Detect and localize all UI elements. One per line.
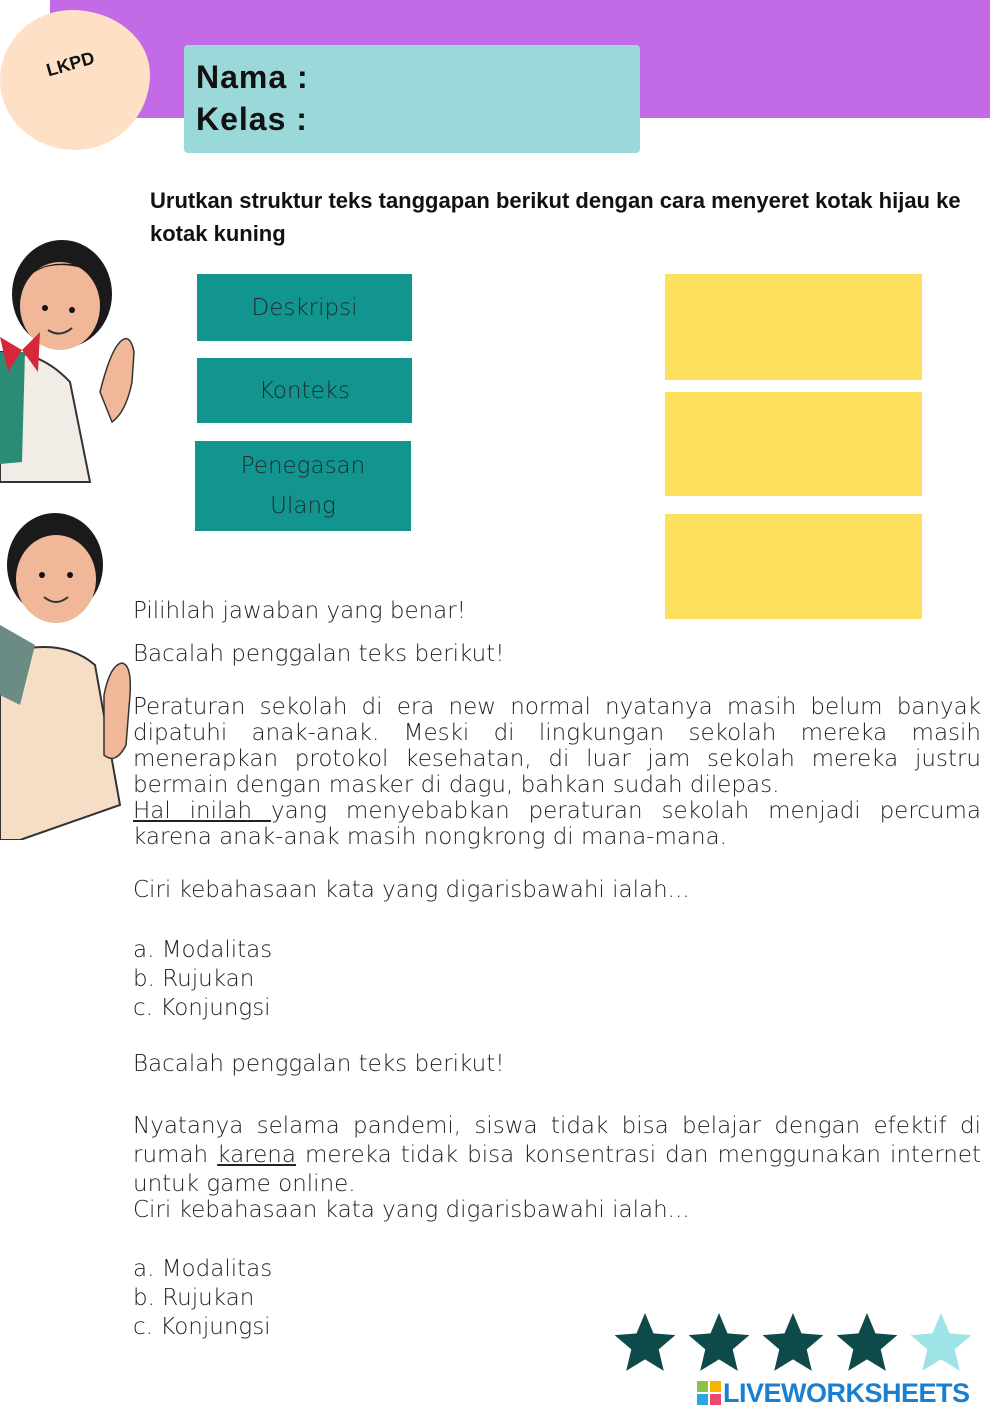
lkpd-badge: [0, 10, 150, 150]
q1-passage-part1: Peraturan sekolah di era new normal nyatanya masih belum banyak dipatuhi anak-anak. Meski di lingkungan sekolah mereka masih menerapkan protokol kesehatan, di luar jam sekolah mereka justru bermain dengan masker di dagu, bahkan sudah dilepas.: [133, 694, 981, 798]
q2-question: Ciri kebahasaan kata yang digarisbawahi ialah...: [133, 1197, 690, 1223]
boy-illustration: [0, 505, 150, 840]
girl-illustration: [0, 232, 145, 484]
liveworksheets-logo-text: LIVEWORKSHEETS: [723, 1378, 970, 1408]
q2-passage: [133, 1112, 981, 1199]
drag-item-deskripsi[interactable]: Deskripsi: [197, 274, 412, 341]
drag-item-penegasan-ulang[interactable]: Penegasan Ulang: [195, 441, 411, 531]
instruction-text: Urutkan struktur teks tanggapan berikut dengan cara menyeret kotak hijau ke kotak kuning: [150, 188, 961, 246]
q2-passage-part1: Nyatanya selama pandemi, siswa tidak bisa belajar dengan efektif di rumah: [133, 1113, 981, 1168]
star-icon: [837, 1313, 898, 1371]
rating-stars: [612, 1312, 982, 1378]
q1-option-b[interactable]: b. Rujukan: [133, 966, 255, 992]
q1-options: [133, 936, 981, 1023]
drop-target-1[interactable]: [665, 274, 922, 380]
star-icon: [763, 1313, 824, 1371]
q1-option-a[interactable]: a. Modalitas: [133, 937, 273, 963]
q2-option-b[interactable]: b. Rujukan: [133, 1285, 255, 1311]
liveworksheets-logo: [697, 1378, 970, 1409]
q2-passage-part2: mereka tidak bisa konsentrasi dan menggunakan internet untuk game online.: [133, 1142, 981, 1197]
star-icon: [615, 1313, 676, 1371]
q1-passage: [133, 694, 981, 850]
drag-item-konteks[interactable]: Konteks: [197, 358, 412, 423]
q1-question: Ciri kebahasaan kata yang digarisbawahi ialah...: [133, 877, 690, 903]
student-info-box: [184, 45, 640, 153]
star-icon: [911, 1313, 972, 1371]
drop-target-2[interactable]: [665, 392, 922, 496]
q1-read-prompt: Bacalah penggalan teks berikut!: [133, 641, 505, 667]
q1-underlined-word: Hal inilah: [133, 798, 271, 824]
star-icon: [689, 1313, 750, 1371]
q2-underlined-word: karena: [217, 1142, 296, 1168]
q2-read-prompt: Bacalah penggalan teks berikut!: [133, 1051, 505, 1077]
class-label: Kelas :: [196, 101, 308, 137]
q1-option-c[interactable]: c. Konjungsi: [133, 995, 271, 1021]
name-label: Nama :: [196, 59, 309, 95]
q2-option-a[interactable]: a. Modalitas: [133, 1256, 273, 1282]
lkpd-badge-label: LKPD: [44, 47, 97, 81]
choose-title: Pilihlah jawaban yang benar!: [133, 598, 466, 624]
liveworksheets-mark-icon: [697, 1381, 721, 1405]
q2-option-c[interactable]: c. Konjungsi: [133, 1314, 271, 1340]
q1-passage-part2: yang menyebabkan peraturan sekolah menjadi percuma karena anak-anak masih nongkrong di mana-mana.: [133, 798, 981, 850]
